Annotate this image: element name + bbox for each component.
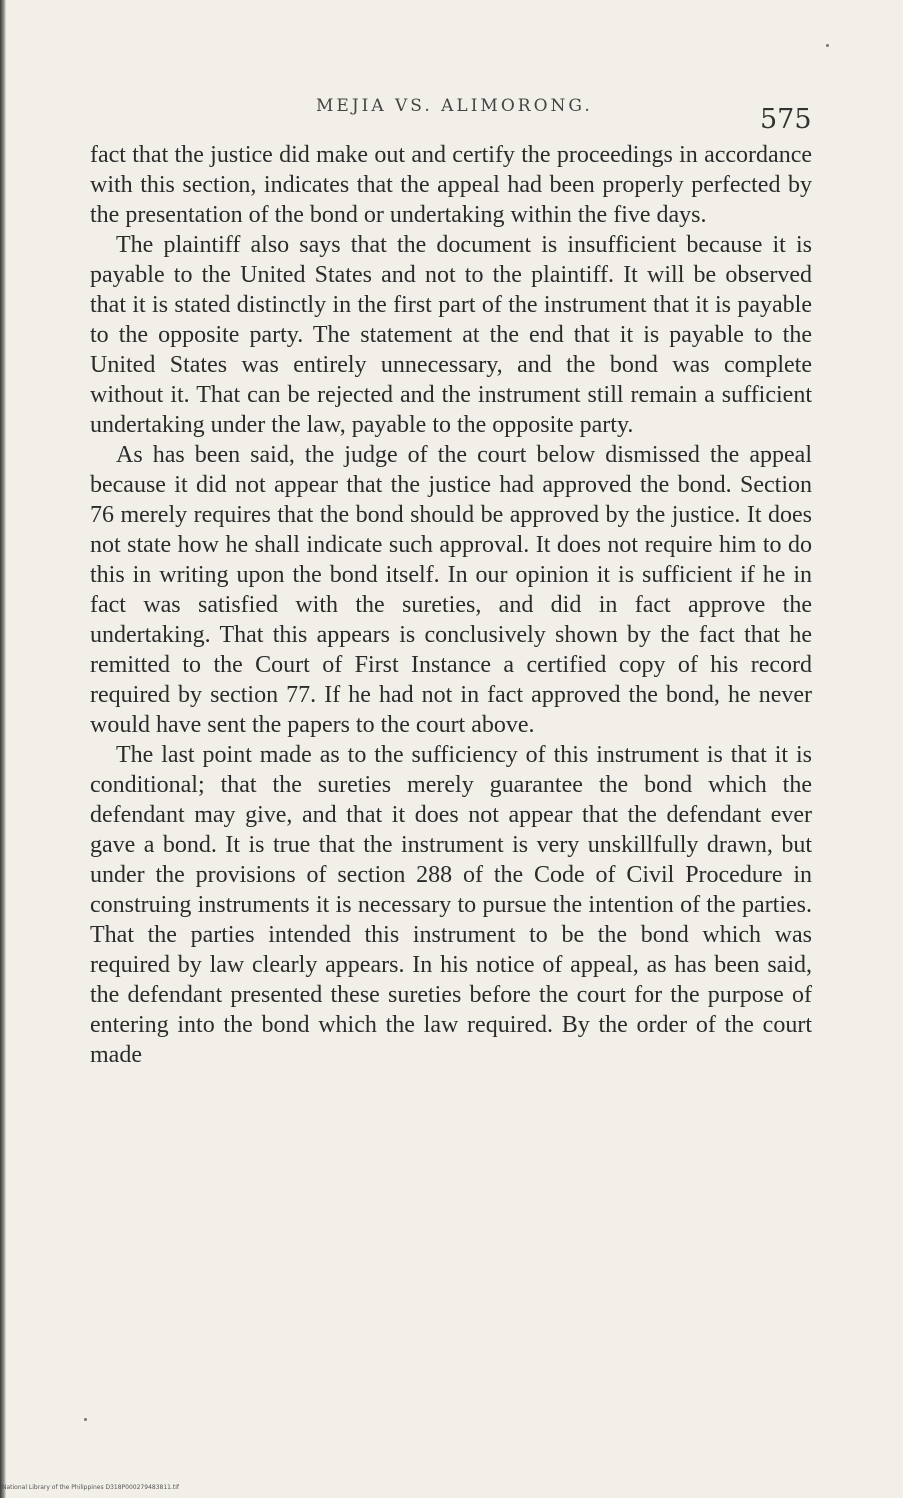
- paragraph: The plaintiff also says that the document is insufficient because it is payable to the United States and not to the plaintiff. It will be observed that it is stated distinctly in the first part of the instrument that it is payable to the opposite party. The statement at the end that it is payable to the United States was entirely unnecessary, and the bond was complete without it. That can be rejected and the instrument still remain a sufficient undertaking under the law, payable to the opposite party.: [90, 232, 812, 438]
- paragraph: fact that the justice did make out and certify the proceedings in accordance with this section, indicates that the appeal had been properly perfected by the presentation of the bond or undertaking within the five days.: [90, 142, 812, 228]
- paragraph: As has been said, the judge of the court below dismissed the appeal because it did not appear that the justice had approved the bond. Section 76 merely requires that the bond should be approved by the justice. It does not state how he shall indicate such approval. It does not require him to do this in writing upon the bond itself. In our opinion it is sufficient if he in fact was satisfied with the sureties, and did in fact approve the undertaking. That this appears is conclusively shown by the fact that he remitted to the Court of First Instance a certified copy of his record required by section 77. If he had not in fact approved the bond, he never would have sent the papers to the court above.: [90, 442, 812, 738]
- scan-binding-edge: [0, 0, 6, 1498]
- paragraph: The last point made as to the sufficiency of this instrument is that it is conditional; that the sureties merely guarantee the bond which the defendant may give, and that it does not appear that the defendant ever gave a bond. It is true that the instrument is very unskillfully drawn, but under the provisions of section 288 of the Code of Civil Procedure in construing instruments it is necessary to pursue the intention of the parties. That the parties intended this instrument to be the bond which was required by law clearly appears. In his notice of appeal, as has been said, the defendant presented these sureties before the court for the purpose of entering into the bond which the law required. By the order of the court made: [90, 742, 812, 1068]
- running-head: [0, 92, 903, 135]
- scan-speck: [826, 44, 829, 47]
- running-title: MEJIA VS. ALIMORONG.: [316, 96, 593, 116]
- scan-credit: National Library of the Philippines D318P000279483811.tif: [2, 1484, 180, 1491]
- page-number: 575: [760, 104, 812, 135]
- scan-speck: [84, 1418, 87, 1421]
- page-body: [90, 140, 812, 1070]
